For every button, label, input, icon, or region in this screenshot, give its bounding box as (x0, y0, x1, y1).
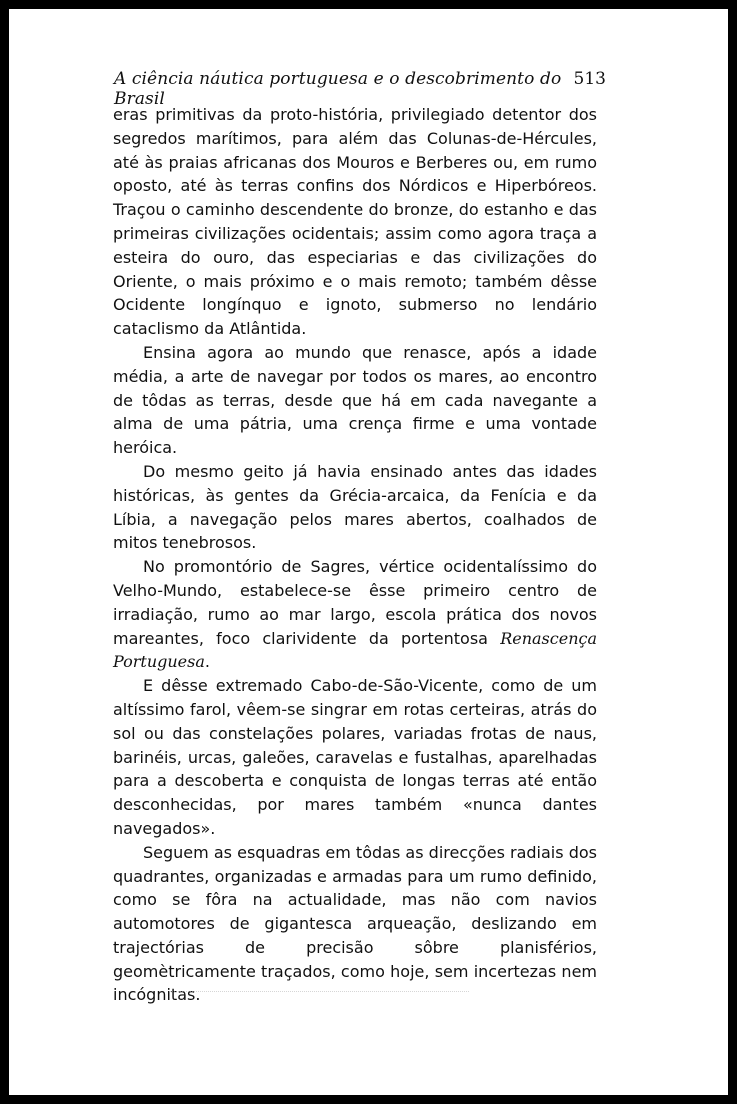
scan-speckle (169, 991, 469, 998)
running-title: A ciência náutica portuguesa e o descobrimento do Brasil (114, 69, 562, 109)
paragraph-3: Do mesmo geito já havia ensinado antes das idades históricas, às gentes da Grécia-arcaica, da Fenícia e da Líbia, a navegação pelos mares abertos, coalhados de mitos tenebrosos. (113, 461, 597, 553)
paragraph-6: Seguem as esquadras em tôdas as direcções radiais dos quadrantes, organizadas e armadas para um rumo definido, como se fôra na actualidade, mas não com navios automotores de gigantesca arqueação, deslizando em trajectórias de precisão sôbre planisférios, geomètricamente traçados, como hoje, sem incertezas nem incógnitas. (113, 842, 597, 1005)
paragraph-4-end: . (204, 652, 210, 672)
page-number: 513 (573, 69, 606, 89)
paragraph-2: Ensina agora ao mundo que renasce, após a idade média, a arte de navegar por todos os mares, ao encontro de tôdas as terras, desde que há em cada navegante a alma de uma pátria, uma crença firme e uma vontade heróica. (113, 342, 597, 458)
page-header (114, 69, 606, 109)
book-page (9, 9, 728, 1095)
paragraph-4 (113, 555, 597, 674)
body-text (113, 103, 597, 1007)
paragraph-1: eras primitivas da proto-história, privilegiado detentor dos segredos marítimos, para além das Colunas-de-Hércules, até às praias africanas dos Mouros e Berberes ou, em rumo oposto, até às terras confins dos Nórdicos e Hiperbóreos. Traçou o caminho descendente do bronze, do estanho e das primeiras civilizações ocidentais; assim como agora traça a esteira do ouro, das especiarias e das civilizações do Oriente, o mais próximo e o mais remoto; também dêsse Ocidente longínquo e ignoto, submerso no lendário cataclismo da Atlântida. (113, 105, 597, 339)
paragraph-4-text: No promontório de Sagres, vértice ocidentalíssimo do Velho-Mundo, estabelece-se êsse primeiro centro de irradiação, rumo ao mar largo, escola prática dos novos mareantes, foco clarividente da portentosa (113, 557, 597, 648)
paragraph-5: E dêsse extremado Cabo-de-São-Vicente, como de um altíssimo farol, vêem-se singrar em rotas certeiras, atrás do sol ou das constelações polares, variadas frotas de naus, barinéis, urcas, galeões, caravelas e fustalhas, aparelhadas para a descoberta e conquista de longas terras até então desconhecidas, por mares também «nunca dantes navegados». (113, 676, 597, 838)
emphasis-renascenca: Renascença Portuguesa (113, 628, 597, 672)
